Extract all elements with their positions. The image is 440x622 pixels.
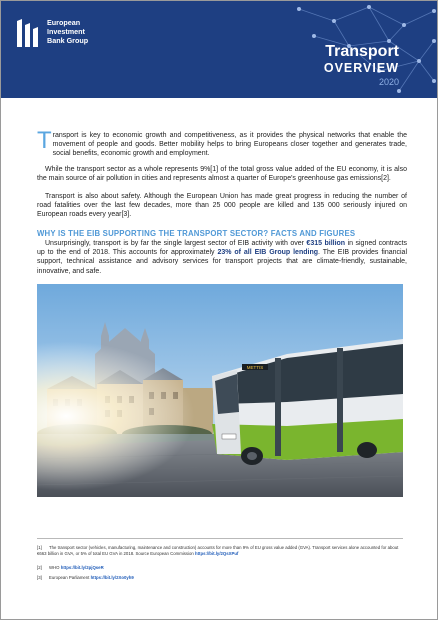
section-heading: WHY IS THE EIB SUPPORTING THE TRANSPORT SECTOR? FACTS AND FIGURES — [37, 229, 356, 238]
drop-cap: T — [37, 127, 52, 154]
footnote-1-text: The transport sector (vehicles, manufacturing, maintenance and construction) accounts for more than 9% of EU gross value added (GVA). Transport services alone accounted for about €663 billion in GVA, or 5% of total EU GVA in 2018. Source European Commission — [37, 545, 399, 556]
section-text-c: . The EIB provides financial support, technical assistance and advisory services for transport projects that are climate-friendly, sustainable, innovative, and safe. — [37, 249, 407, 275]
intro-paragraph-3: Transport is also about safety. Although the European Union has made great progress in reducing the number of road fatalities over the last few decades, more than 25 000 people are killed and 135 000 seriously injured on European roads every year[3]. — [37, 193, 407, 219]
eib-logo-icon — [15, 17, 41, 49]
section-text-b: in signed contracts up to the end of 2018. This accounts for approximately — [37, 240, 408, 257]
section-paragraph — [37, 239, 407, 276]
document-title: Transport — [325, 43, 399, 60]
footnote-3 — [37, 575, 407, 581]
footnote-1-number: [1] — [37, 545, 42, 550]
footnote-2 — [37, 565, 407, 571]
logo-line-2: Investment — [47, 27, 85, 36]
logo-line-3: Bank Group — [47, 36, 89, 45]
footnote-1 — [37, 545, 407, 557]
header-band — [1, 1, 438, 98]
footnote-2-text: WHO — [49, 565, 61, 570]
footnote-divider — [37, 538, 403, 539]
intro-text-1: ransport is key to economic growth and competitiveness, as it provides the physical networks that enable the movement of people and goods. Better mobility helps to bring Europeans closer together and generates trade, social benefits, economic growth and employment. — [52, 132, 407, 158]
footnote-2-number: [2] — [37, 565, 42, 570]
footnote-3-link[interactable]: https://bit.ly/2Xo0yh9 — [90, 575, 134, 580]
highlight-amount: €315 billion — [306, 240, 346, 247]
tram-bus-photo — [37, 284, 403, 497]
highlight-share: 23% of all EIB Group lending — [217, 249, 319, 257]
intro-paragraph-1 — [37, 127, 407, 159]
footnote-3-number: [3] — [37, 575, 42, 580]
intro-paragraph-2: While the transport sector as a whole represents 9%[1] of the total gross value added of the EU economy, it is also the main source of air pollution in cities and represents almost a quarter of Europe's greenhouse gas emissions[2]. — [37, 166, 407, 183]
section-text-a: Unsurprisingly, transport is by far the single largest sector of EIB activity with over — [45, 240, 307, 247]
logo-line-1: European — [47, 18, 81, 27]
document-year: 2020 — [378, 77, 399, 87]
document-subtitle: OVERVIEW — [323, 61, 399, 75]
footnote-2-link[interactable]: https://bit.ly/2pjQseR — [60, 565, 104, 570]
logo-wordmark — [47, 18, 88, 45]
footnote-3-text: European Parliament — [49, 575, 91, 580]
footnote-1-link[interactable]: https://bit.ly/2QsXPuf — [194, 551, 239, 556]
